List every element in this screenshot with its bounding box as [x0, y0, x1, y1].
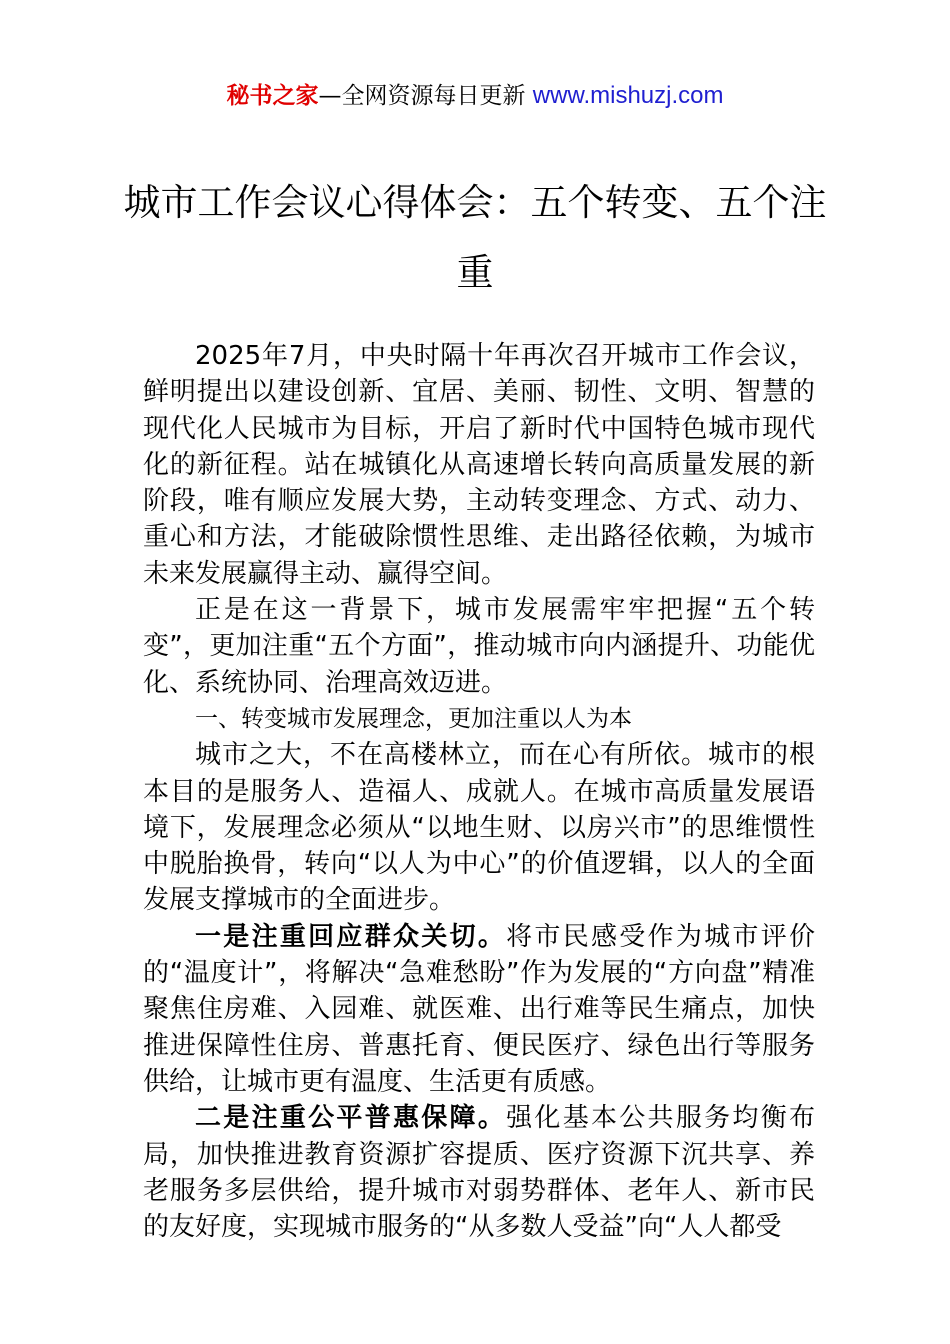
- point-2-text: 强化基本公共服务均衡布局，加快推进教育资源扩容提质、医疗资源下沉共享、养老服务多层供给，提升城市对弱势群体、老年人、新市民的友好度，实现城市服务的“从多数人受益”向“人人都受: [143, 1103, 815, 1243]
- site-brand: 秘书之家: [226, 83, 319, 109]
- document-title: 城市工作会议心得体会：五个转变、五个注重: [123, 181, 827, 294]
- site-tagline: —全网资源每日更新: [318, 83, 533, 109]
- document-body: [143, 338, 815, 1245]
- section-heading-1: 一、转变城市发展理念，更加注重以人为本: [195, 705, 632, 732]
- site-url-link[interactable]: www.mishuzj.com: [532, 82, 724, 109]
- paragraph-point-2: [143, 1100, 815, 1245]
- paragraph-intro: 2025年7月，中央时隔十年再次召开城市工作会议，鲜明提出以建设创新、宜居、美丽、韧性、文明、智慧的现代化人民城市为目标，开启了新时代中国特色城市现代化的新征程。站在城镇化从高速增长转向高质量发展的新阶段，唯有顺应发展大势，主动转变理念、方式、动力、重心和方法，才能破除惯性思维、走出路径依赖，为城市未来发展赢得主动、赢得空间。: [143, 341, 815, 589]
- paragraph-point-1: [143, 919, 815, 1100]
- paragraph-section-1: 城市之大，不在高楼林立，而在心有所依。城市的根本目的是服务人、造福人、成就人。在城市高质量发展语境下，发展理念必须从“以地生财、以房兴市”的思维惯性中脱胎换骨，转向“以人为中心”的价值逻辑，以人的全面发展支撑城市的全面进步。: [143, 740, 815, 916]
- site-header: [0, 80, 950, 112]
- paragraph-background: 正是在这一背景下，城市发展需牢牢把握“五个转变”，更加注重“五个方面”，推动城市向内涵提升、功能优化、系统协同、治理高效迈进。: [143, 595, 815, 698]
- point-1-text: 将市民感受作为城市评价的“温度计”，将解决“急难愁盼”作为发展的“方向盘”精准聚焦住房难、入园难、就医难、出行难等民生痛点，加快推进保障性住房、普惠托育、便民医疗、绿色出行等服务供给，让城市更有温度、生活更有质感。: [143, 921, 815, 1097]
- point-2-lead: 二是注重公平普惠保障。: [195, 1103, 507, 1134]
- point-1-lead: 一是注重回应群众关切。: [195, 921, 507, 952]
